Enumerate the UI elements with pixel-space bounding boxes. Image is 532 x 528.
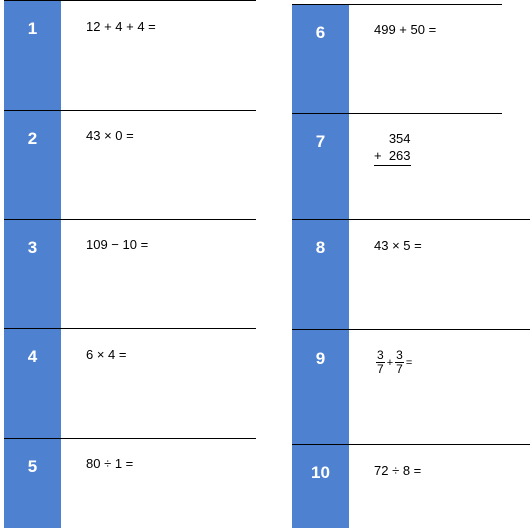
- problem-row-5: [4, 438, 256, 528]
- problem-number-cell: [292, 445, 349, 528]
- problem-number: 3: [27, 238, 38, 257]
- numerator: 3: [396, 348, 403, 362]
- problem-number-cell: [292, 330, 349, 445]
- problem-number: 10: [311, 463, 330, 482]
- problem-number: 6: [315, 23, 326, 42]
- equals-sign: =: [405, 356, 413, 369]
- problem-expression: 80 ÷ 1 =: [86, 456, 134, 471]
- problem-number: 8: [315, 238, 326, 257]
- problem-number-cell: [4, 439, 61, 528]
- fraction-b: [395, 349, 404, 376]
- problem-expression: 12 + 4 + 4 =: [86, 19, 156, 34]
- problem-number: 9: [315, 349, 326, 368]
- problem-row-1: [4, 0, 256, 111]
- problem-expression: 499 + 50 =: [374, 22, 437, 37]
- problem-expression: 72 ÷ 8 =: [374, 463, 422, 478]
- denominator: 7: [377, 362, 384, 376]
- problem-expression: 109 − 10 =: [86, 237, 149, 252]
- problem-row-9: [292, 329, 530, 445]
- problem-number-cell: [292, 114, 349, 220]
- operator: +: [386, 356, 394, 369]
- fraction-a: [376, 349, 385, 376]
- problem-number: 4: [27, 347, 38, 366]
- problem-expression: 43 × 0 =: [86, 128, 134, 143]
- problem-row-4: [4, 328, 256, 439]
- problem-number-cell: [4, 329, 61, 439]
- problem-expression: 43 × 5 =: [374, 238, 422, 253]
- problem-number-cell: [4, 1, 61, 111]
- numerator: 3: [377, 348, 384, 362]
- problem-number-cell: [4, 111, 61, 220]
- problem-row-7: [292, 113, 502, 220]
- problem-number-cell: [4, 220, 61, 329]
- problem-expression: 6 × 4 =: [86, 347, 127, 362]
- problem-row-3: [4, 219, 256, 329]
- problem-number: 5: [27, 457, 38, 476]
- problem-number-cell: [292, 5, 349, 114]
- vertical-addition: [374, 130, 411, 166]
- problem-number-cell: [292, 220, 349, 330]
- problem-number: 7: [315, 132, 326, 151]
- problem-number: 1: [27, 19, 38, 38]
- problem-row-8: [292, 219, 530, 330]
- denominator: 7: [396, 362, 403, 376]
- problem-row-6: [292, 4, 502, 114]
- problem-row-2: [4, 110, 256, 220]
- fraction-expression: [376, 349, 414, 376]
- addend-top: 354: [388, 131, 411, 146]
- addend-bottom: + 263: [374, 147, 411, 166]
- problem-number: 2: [27, 129, 38, 148]
- problem-row-10: [292, 444, 530, 528]
